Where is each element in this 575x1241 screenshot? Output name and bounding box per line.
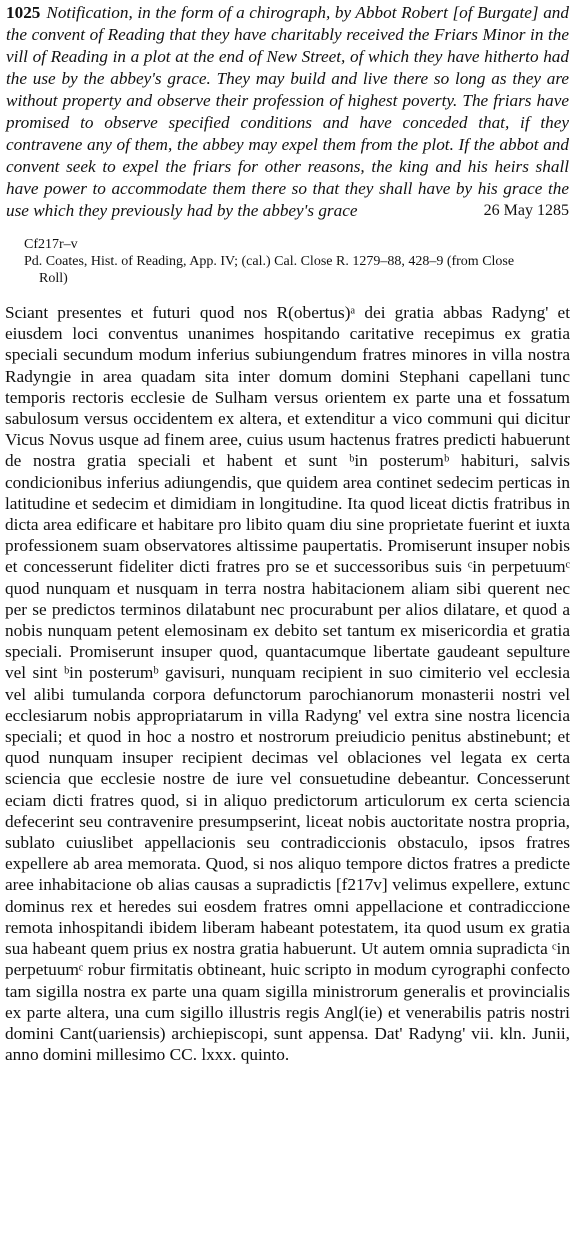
charter-paragraph: Sciant presentes et futuri quod nos R(obertus)ᵃ dei gratia abbas Radyng' et eiusdem loci conventus unanimes hospitando caritative recepimus ex gratia speciali secundum modum inferius subiungendum fratres minores in villa nostra Radyngie in area quadam sita inter domum domini Stephani capellani tunc temporis rectoris ecclesie de Sulham versus orientem ex parte una et fossatum sabulosum versus occidentem ex altera, et extenditur a vico communi qui dicitur Vicus Novus usque ad finem aree, cuius usum hactenus fratres predicti habuerunt de nostra gratia speciali et habent et sunt ᵇin posterumᵇ habituri, salvis condicionibus inferius adiungendis, que quidem area continet sedecim perticas in latitudine et sedecim et dimidiam in longitudine. Ita quod liceat dictis fratribus in dicta area edificare et habitare pro libito quam diu sine proprietate fuerint et iuxta professionem suam observatores altissime paupertatis. Promiserunt insuper nobis et concesserunt fideliter dicti fratres pro se et successoribus suis ᶜin perpetuumᶜ quod nunquam et nusquam in terra nostra habitacionem aliam sibi querent nec per se predictos terminos dilatabunt nec procurabunt per alios dilatare, et quod a nobis nunquam petent elemosinam ex debito set tantum ex misericordia et gratia speciali. Promiserunt insuper quod, quantacumque libertate gaudeant sepulture vel sint ᵇin posterumᵇ gavisuri, nunquam recipient in suo cimiterio vel ecclesia vel alibi tumulanda corpora defunctorum parochianorum monasterii nostri vel ecclesiarum nobis appropriatarum in villa Radyng' vel extra sine nostra licencia speciali; et quod in hoc a nostro et nostrorum preiudicio penitus abstinebunt; et quod nunquam insuper recipient decimas vel oblaciones vel legata ex certa sciencia que ecclesie nostre de iure vel consuetudine debeantur. Concesserunt eciam dicti fratres quod, si in aliquo predictorum articulorum ex certa sciencia defecerint seu contravenire presumpserint, liceat nobis auctoritate nostra propria, sublato cuiuslibet appellacionis seu contradiccionis obstaculo, ipsos fratres expellere ab area memorata. Quod, si nos aliquo tempore dictos fratres a predicte aree inhabitacione ob alias causas a supradictis [f217v] velimus expellere, extunc dominus rex et heredes sui eosdem fratres omni appellacione et contradiccione remota inhospitandi ibidem liberam habeant potestatem, ita quod usum ex gratia sua habeant quem prius ex nostra gratia habuerunt. Ut autem omnia supradicta ᶜin perpetuumᶜ robur firmitatis obtineant, huic scripto in modum cyrographi confecto tam sigilla nostra ex parte una quam sigilla ministrorum generalis et provincialis ex parte altera, una cum sigillo illustris regis Angl(ie) et venerabilis patris nostri domini Cant(uariensis) archiepiscopi, sunt appensa. Dat' Radyng' vii. kln. Junii, anno domini millesimo CC. lxxx. quinto. — [5, 303, 570, 1065]
latin-charter-text — [5, 302, 570, 1065]
manuscript-source: Cf217r–v — [24, 237, 78, 252]
printed-references — [24, 253, 569, 287]
entry-number: 1025 — [6, 3, 41, 22]
entry-summary: Notification, in the form of a chirograph, by Abbot Robert [of Burgate] and the convent of Reading that they have charitably received the Friars Minor in the vill of Reading in a plot at the end of New Street, of which they have hitherto had the use by the abbey's grace. They may build and live there so long as they are without property and observe their profession of highest poverty. The friars have promised to observe specified conditions and have conceded that, if they contravene any of them, the abbey may expel them from the plot. If the abbot and convent seek to expel the friars for other reasons, the king and his heirs shall have power to accommodate them there so that they shall have by his grace the use which they previously had by the abbey's grace — [6, 3, 569, 220]
entry-heading — [6, 2, 569, 222]
source-references — [24, 236, 569, 287]
references-line-1: Pd. Coates, Hist. of Reading, App. IV; (cal.) Cal. Close R. 1279–88, 428–9 (from Close — [24, 254, 515, 269]
entry-date: 26 May 1285 — [483, 202, 569, 219]
references-line-2: Roll) — [39, 271, 68, 286]
